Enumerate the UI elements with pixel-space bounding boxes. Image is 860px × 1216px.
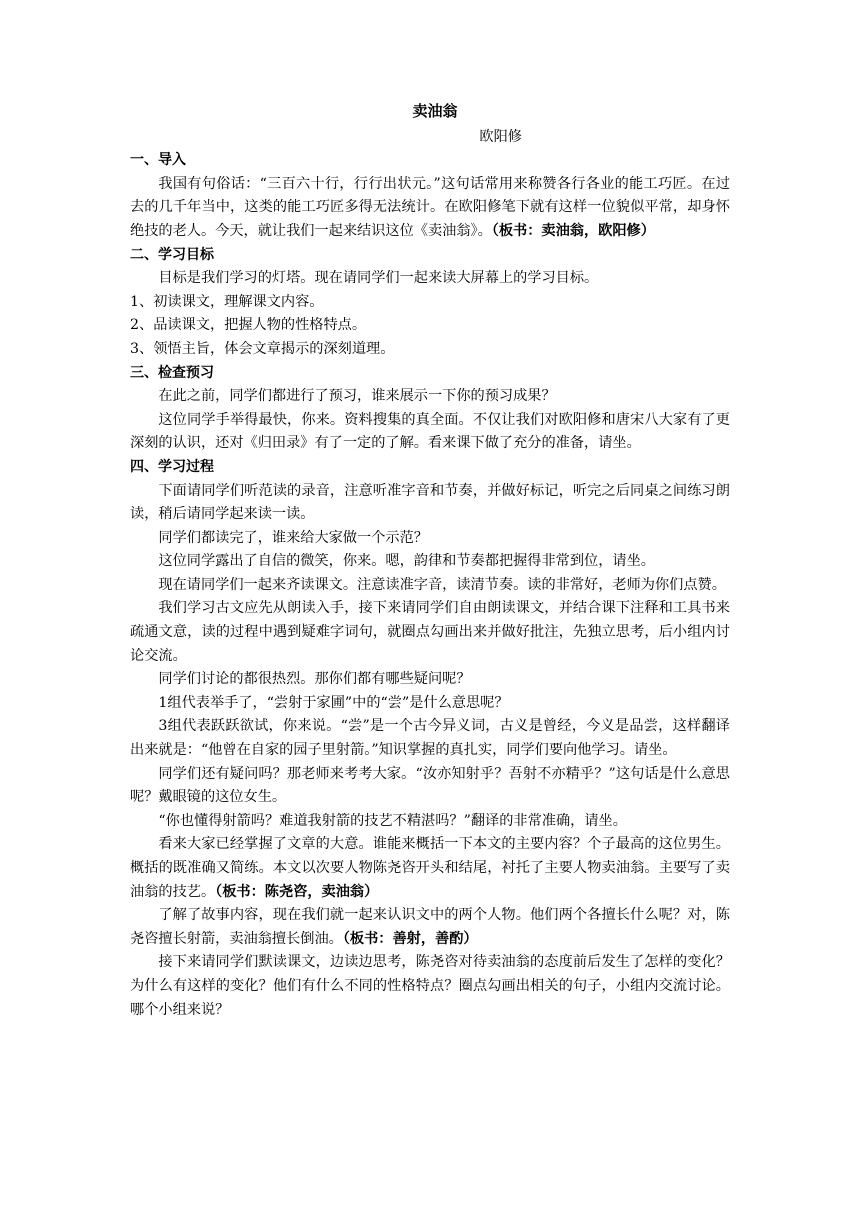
section-heading-intro: 一、导入: [130, 152, 186, 169]
document-page: [130, 100, 730, 1022]
process-paragraph: 1组代表举手了，“尝射于家圃”中的“尝”是什么意思呢？: [158, 694, 509, 711]
section-heading-preview: 三、检查预习: [130, 364, 214, 381]
preview-paragraph: 这位同学手举得最快，你来。资料搜集的真全面。不仅让我们对欧阳修和唐宋八大家有了更深刻的认识，还对《归田录》有了一定的了解。看来课下做了充分的准备，请坐。: [130, 411, 730, 452]
process-paragraph: [130, 833, 730, 904]
process-paragraph: 我们学习古文应先从朗读入手，接下来请同学们自由朗读课文，并结合课下注释和工具书来疏通文意，读的过程中遇到疑难字词句，就圈点勾画出来并做好批注，先独立思考，后小组内讨论交流。: [130, 600, 730, 664]
section-heading-goals: 二、学习目标: [130, 246, 214, 263]
process-text: 看来大家已经掌握了文章的大意。谁能来概括一下本文的主要内容？个子最高的这位男生。概括的既准确又简练。本文以次要人物陈尧咨开头和结尾，衬托了主要人物卖油翁。主要写了卖油翁的技艺。: [130, 836, 730, 900]
blackboard-note: （板书：陈尧咨，卖油翁）: [215, 883, 379, 900]
blackboard-note: （板书：善射，善酌）: [342, 930, 478, 947]
intro-text: 我国有句俗话：“三百六十行，行行出状元。”这句话常用来称赞各行各业的能工巧匠。在过去的几千年当中，这类的能工巧匠多得无法统计。在欧阳修笔下就有这样一位貌似平常，却身怀绝技的老人。今天，就让我们一起来结识这位《卖油翁》。: [130, 175, 730, 239]
goal-item: 3、领悟主旨，体会文章揭示的深刻道理。: [130, 340, 395, 357]
preview-paragraph: 在此之前，同学们都进行了预习，谁来展示一下你的预习成果？: [158, 388, 556, 405]
process-paragraph: 同学们还有疑问吗？那老师来考考大家。“汝亦知射乎？吾射不亦精乎？”这句话是什么意思呢？戴眼镜的这位女生。: [130, 765, 730, 806]
process-paragraph: 3组代表跃跃欲试，你来说。“尝”是一个古今异义词，古义是曾经，今义是品尝，这样翻译出来就是：“他曾在自家的园子里射箭。”知识掌握的真扎实，同学们要向他学习。请坐。: [130, 718, 730, 759]
document-author: 欧阳修: [479, 128, 522, 145]
process-paragraph: [130, 904, 730, 951]
process-paragraph: 同学们都读完了，谁来给大家做一个示范？: [158, 529, 428, 546]
blackboard-note: （板书：卖油翁，欧阳修）: [491, 222, 655, 239]
process-paragraph: 这位同学露出了自信的微笑，你来。嗯，韵律和节奏都把握得非常到位，请坐。: [158, 553, 655, 570]
process-paragraph: 接下来请同学们默读课文，边读边思考，陈尧咨对待卖油翁的态度前后发生了怎样的变化？为什么有这样的变化？他们有什么不同的性格特点？圈点勾画出相关的句子，小组内交流讨论。哪个小组来说？: [130, 954, 730, 1018]
intro-paragraph: [130, 173, 730, 244]
process-paragraph: “你也懂得射箭吗？难道我射箭的技艺不精湛吗？”翻译的非常准确，请坐。: [158, 812, 627, 829]
goals-paragraph: 目标是我们学习的灯塔。现在请同学们一起来读大屏幕上的学习目标。: [158, 270, 599, 287]
process-paragraph: 下面请同学们听范读的录音，注意听准字音和节奏，并做好标记，听完之后同桌之间练习朗读，稍后请同学起来读一读。: [130, 482, 730, 523]
process-paragraph: 同学们讨论的都很热烈。那你们都有哪些疑问呢？: [158, 671, 471, 688]
process-text: 了解了故事内容，现在我们就一起来认识文中的两个人物。他们两个各擅长什么呢？对，陈尧咨擅长射箭，卖油翁擅长倒油。: [130, 907, 730, 947]
document-title: 卖油翁: [412, 102, 458, 120]
goal-item: 1、初读课文，理解课文内容。: [130, 293, 324, 310]
goal-item: 2、品读课文，把握人物的性格特点。: [130, 317, 367, 334]
process-paragraph: 现在请同学们一起来齐读课文。注意读准字音，读清节奏。读的非常好，老师为你们点赞。: [158, 576, 726, 593]
section-heading-process: 四、学习过程: [130, 458, 214, 475]
